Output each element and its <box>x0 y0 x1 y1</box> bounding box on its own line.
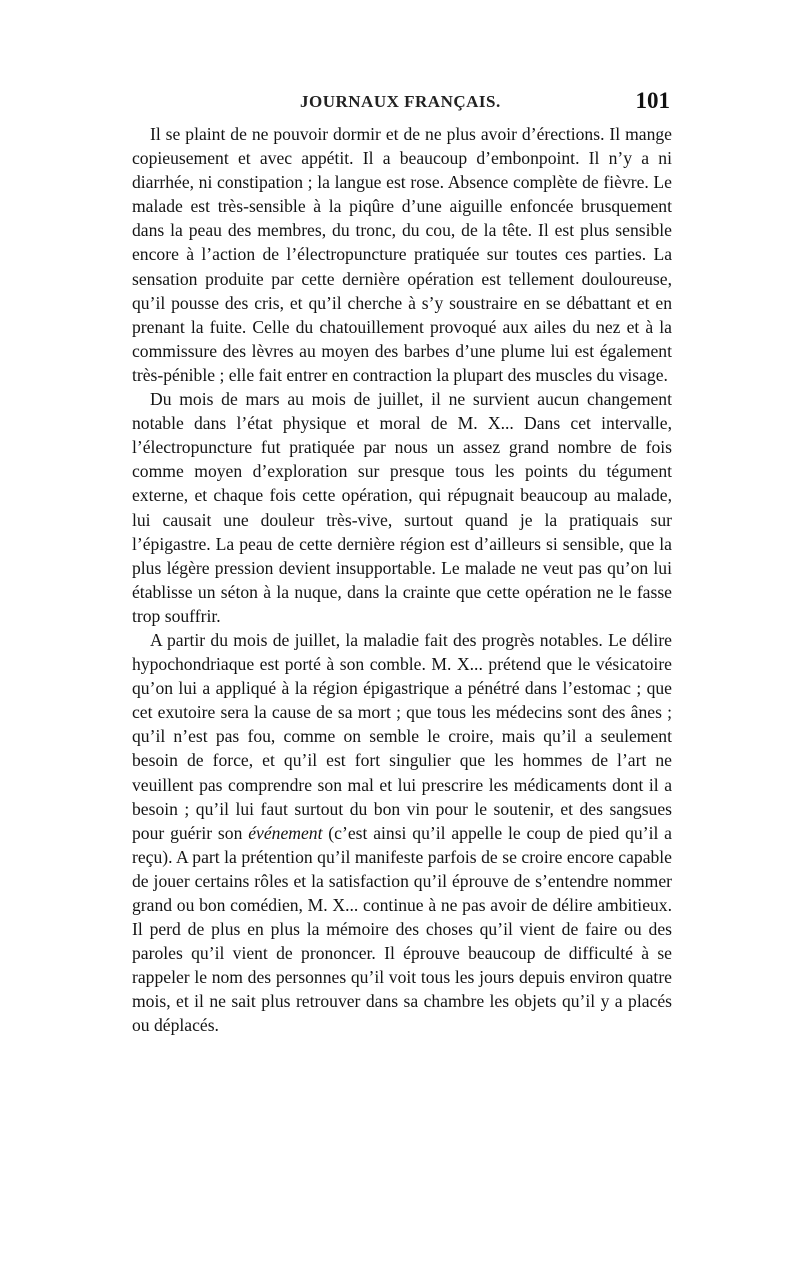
paragraph-text: A partir du mois de juillet, la maladie fait des progrès notables. Le délire hypochondriaque est porté à son comble. M. X... prétend que le vésicatoire qu’on lui a appliqué à la région épigastrique a pénétré dans l’estomac ; que cet exutoire sera la cause de sa mort ; que tous les médecins sont des ânes ; qu’il n’est pas fou, comme on semble le croire, mais qu’il a seulement besoin de force, et qu’il est fort singulier que les hommes de l’art ne veuillent pas comprendre son mal et lui prescrire les médicaments dont il a besoin ; qu’il lui faut surtout du bon vin pour le soutenir, et des sangsues pour guérir son <box>132 629 672 843</box>
body-text <box>132 122 672 1038</box>
paragraph-july-onward <box>132 628 672 1038</box>
paragraph-symptoms <box>132 122 672 387</box>
book-page <box>132 86 672 1038</box>
paragraph-march-july <box>132 387 672 628</box>
paragraph-text: Du mois de mars au mois de juillet, il ne survient aucun changement notable dans l’état physique et moral de M. X... Dans cet intervalle, l’électropuncture fut pratiquée par nous un assez grand nombre de fois comme moyen d’exploration sur presque tous les points du tégument externe, et chaque fois cette opération, qui répugnait beaucoup au malade, lui causait une douleur très-vive, surtout quand je la pratiquais sur l’épigastre. La peau de cette dernière région est d’ailleurs si sensible, que la plus légère pression devient insupportable. Le malade ne veut pas qu’on lui établisse un séton à la nuque, dans la crainte que cette opération ne le fasse trop souffrir. <box>132 389 672 626</box>
running-title: JOURNAUX FRANÇAIS. <box>300 92 501 111</box>
paragraph-text-continued: (c’est ainsi qu’il appelle le coup de pied qu’il a reçu). A part la prétention qu’il manifeste parfois de se croire encore capable de jouer certains rôles et la satisfaction qu’il éprouve de s’entendre nommer grand ou bon comédien, M. X... continue à ne pas avoir de délire ambitieux. Il perd de plus en plus la mémoire des choses qu’il vient de faire ou des paroles qu’il vient de prononcer. Il éprouve beaucoup de difficulté à se rappeler le nom des personnes qu’il voit tous les jours depuis environ quatre mois, et il ne sait plus retrouver dans sa chambre les objets qu’il y a placés ou déplacés. <box>132 822 672 1036</box>
page-number: 101 <box>635 88 670 113</box>
italic-term: événement <box>248 822 323 843</box>
paragraph-text: Il se plaint de ne pouvoir dormir et de ne plus avoir d’érections. Il mange copieusement et avec appétit. Il a beaucoup d’embonpoint. Il n’y a ni diarrhée, ni constipation ; la langue est rose. Absence complète de fièvre. Le malade est très-sensible à la piqûre d’une aiguille enfoncée brusquement dans la peau des membres, du tronc, du cou, de la tête. Il est plus sensible encore à l’action de l’électropuncture pratiquée sur toutes ces parties. La sensation produite par cette dernière opération est tellement douloureuse, qu’il pousse des cris, et qu’il cherche à s’y soustraire en se débattant et en prenant la fuite. Celle du chatouillement provoqué aux ailes du nez et à la commissure des lèvres au moyen des barbes d’une plume lui est également très-pénible ; elle fait entrer en contraction la plupart des muscles du visage. <box>132 124 672 385</box>
page-header <box>132 86 672 122</box>
